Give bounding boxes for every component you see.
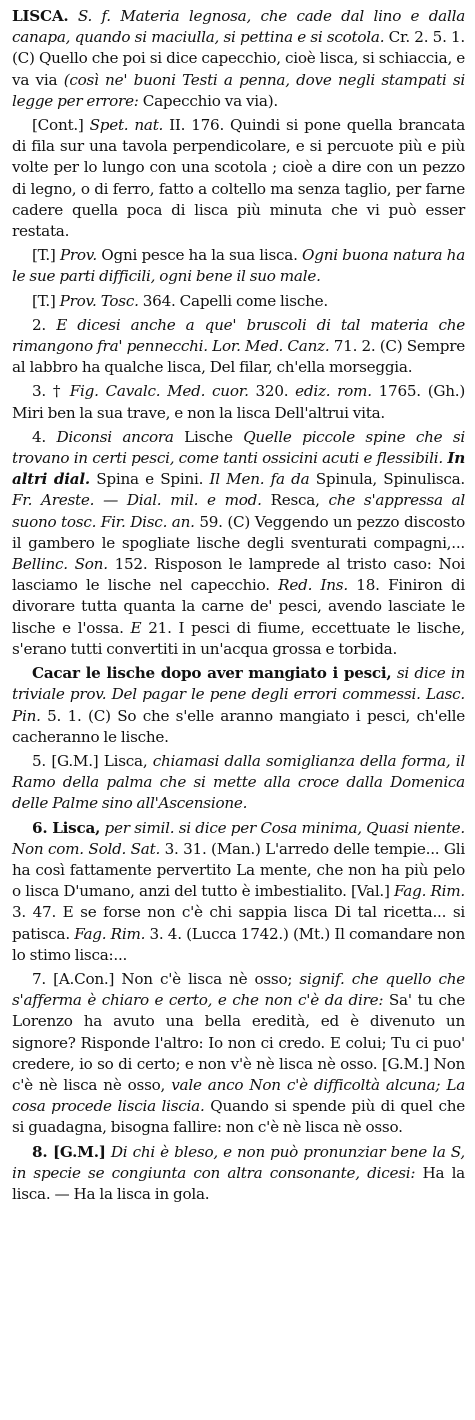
- proverb-text: Ogni pesce ha la sua lisca.: [101, 246, 298, 265]
- editor-tag: [T.]: [32, 246, 56, 265]
- phrase-headword: Cacar le lische dopo aver mangiato i pesci,: [32, 664, 392, 683]
- source-ref: che s'appressa al suono tosc. Fir. Disc. an.: [12, 491, 466, 531]
- sense-number: 8. [G.M.]: [32, 1142, 106, 1161]
- source-ref: Fag. Rim.: [394, 882, 465, 901]
- editor-tag: [Cont.]: [32, 116, 84, 135]
- sense-definition: vale anco Non c'è difficoltà alcuna; La cosa procede liscia liscia.: [12, 1075, 465, 1116]
- sense-8: [12, 1142, 465, 1206]
- sense-7: [12, 969, 465, 1139]
- dialect-label: In altri dial.: [12, 449, 465, 489]
- source-ref: E: [130, 618, 142, 637]
- citation-text: Ha la lisca. — Ha la lisca in gola.: [12, 1163, 465, 1203]
- citation-text: 21. I pesci di fiume, eccettuate le lische, s'erano tutti convertiti in un'acqua grossa e torbida.: [12, 618, 466, 658]
- phrase-definition: si dice in triviale prov. Del pagar le pene degli errori commessi. Lasc. Pin.: [12, 664, 465, 725]
- citation-text: Capecchio va via).: [142, 91, 278, 110]
- dialect-forms: Resca,: [270, 491, 320, 510]
- sense-definition: Di chi è bleso, e non può pronunziar bene la S, in specie se congiunta con altra consonante, dicesi:: [12, 1142, 465, 1182]
- editor-tag: [T.]: [32, 291, 56, 310]
- source-ref: Prov. Tosc.: [59, 291, 139, 310]
- entry-paragraph-1: [12, 6, 465, 112]
- source-ref: Prov.: [59, 246, 97, 265]
- citation-text: 59. (C) Veggendo un pezzo discosto il gambero le spogliate lische degli sventurati compagni,...: [12, 512, 466, 552]
- sense-2: [12, 315, 465, 379]
- edition-ref: ediz. rom.: [295, 382, 372, 401]
- sense-number: 6. Lisca,: [32, 818, 101, 837]
- citation-text: 3. 47. E se forse non c'è chi sappia lisca Di tal ricetta... si patisca.: [12, 903, 465, 943]
- sense-3: [12, 381, 465, 423]
- citation-text: 152. Risposon le lamprede al tristo caso: Noi lasciamo le lische nel capecchio.: [12, 555, 465, 595]
- citation-text: 1765. (Gh.) Miri ben la sua trave, e non la lisca Dell'altrui vita.: [12, 382, 466, 422]
- sense-4: [12, 427, 465, 660]
- sense-5: [12, 751, 465, 815]
- grammar-label: S. f.: [77, 7, 111, 25]
- phrase-cacar-le-lische: [12, 663, 465, 748]
- sense-number: 2.: [32, 315, 46, 334]
- entry-paragraph-2: [12, 115, 465, 242]
- citation-text: 5. 1. (C) So che s'elle aranno mangiato i pesci, ch'elle cacheranno le lische.: [12, 706, 465, 746]
- source-ref: Fig. Cavalc. Med. cuor.: [69, 382, 249, 401]
- citation-text: 3. 4. (Lucca 1742.) (Mt.) Il comandare non lo stimo lisca:...: [12, 924, 465, 964]
- citation: Cr. 2. 5. 1. (C) Quello che poi si dice capecchio, cioè lisca, si schiaccia, e va via: [12, 28, 466, 89]
- sense-number: 4.: [32, 427, 46, 446]
- citation-text: 364. Capelli come lische.: [142, 291, 328, 310]
- source-ref: Fr. Areste. — Dial. mil. e mod.: [12, 491, 262, 510]
- source-ref: Bellinc. Son.: [12, 555, 108, 574]
- citation-text: Quando si spende più di quel che si guadagna, bisogna fallire: non c'è nè lisca nè osso.: [12, 1097, 465, 1137]
- citation-text: II. 176. Quindi si pone quella brancata di fila sur una tavola perpendicolare, e si percuote più e più volte per lo lungo con una scotola ; cioè a dire con un pezzo di legno, o di ferro, fatto a coltello ma senza taglio, per farne cadere quella poca di lisca più minuta che vi può esser restata.: [12, 116, 466, 241]
- citation-text: 320.: [255, 382, 289, 401]
- definition: Materia legnosa, che cade dal lino e dalla canapa, quando si maciulla, si pettina e si scotola.: [12, 7, 465, 47]
- entry-headword: LISCA.: [12, 7, 69, 25]
- sense-definition: per simil. si dice per Cosa minima, Quasi niente. Non com. Sold. Sat.: [12, 818, 465, 858]
- citation-text: 3. 31. (Man.) L'arredo delle tempie... Gli ha così fattamente pervertito La mente, che non ha più pelo o lisca D'umano, anzi del tutto è imbestialito. [Val.]: [12, 839, 466, 901]
- entry-paragraph-3: [12, 245, 465, 287]
- citation-text: Sa' tu che Lorenzo ha avuto una bella eredità, ed è divenuto un signore? Risponde l'altro: Io non ci credo. E colui; Tu ci puo' credere, io so di certo; e non v'è nè lisca nè osso. [G.M.] Non c'è nè lisca nè osso,: [12, 991, 466, 1094]
- sense-definition: chiamasi dalla somiglianza della forma, il Ramo della palma che si mette alla croce dalla Domenica delle Palme sino all'Ascensione.: [12, 751, 465, 813]
- sense-definition: E dicesi anche a que' bruscoli di tal materia che rimangono fra' pennecchi. Lor. Med. Canz.: [12, 315, 465, 356]
- sense-definition: Quelle piccole spine che si trovano in certi pesci, come tanti ossicini acuti e flessibili.: [12, 427, 466, 468]
- sense-definition: signif. che quello che s'afferma è chiaro e certo, e che non c'è da dire:: [12, 969, 465, 1010]
- source-ref: Spet. nat.: [89, 116, 164, 135]
- term: Lische: [184, 427, 233, 446]
- sense-number: 3. †: [32, 382, 63, 401]
- proverb-gloss: Ogni buona natura ha le sue parti difficili, ogni bene il suo male.: [12, 246, 466, 286]
- entry-paragraph-4: [12, 291, 465, 312]
- sense-6: [12, 818, 465, 966]
- editorial-note: (così ne' buoni Testi a penna, dove negli stampati si legge per errore:: [12, 70, 465, 110]
- dialect-forms: Spinula, Spinulisca.: [315, 470, 465, 489]
- source-ref: Fag. Rim.: [74, 924, 146, 943]
- citation-text: 71. 2. (C) Sempre al labbro ha qualche lisca, Del filar, ch'ella morseggia.: [12, 337, 466, 377]
- source-ref: Red. Ins.: [278, 576, 348, 595]
- sense-number: 5. [G.M.] Lisca,: [32, 751, 148, 770]
- dialect-forms: Spina e Spini.: [96, 470, 204, 489]
- sense-number: 7. [A.Con.] Non c'è lisca nè osso;: [32, 969, 293, 988]
- citation-text: 18. Finiron di divorare tutta quanta la carne de' pesci, avendo lasciate le lische e l'ossa.: [12, 576, 465, 637]
- source-ref: Il Men. fa da: [209, 470, 310, 489]
- sense-definition: Diconsi ancora: [56, 427, 174, 446]
